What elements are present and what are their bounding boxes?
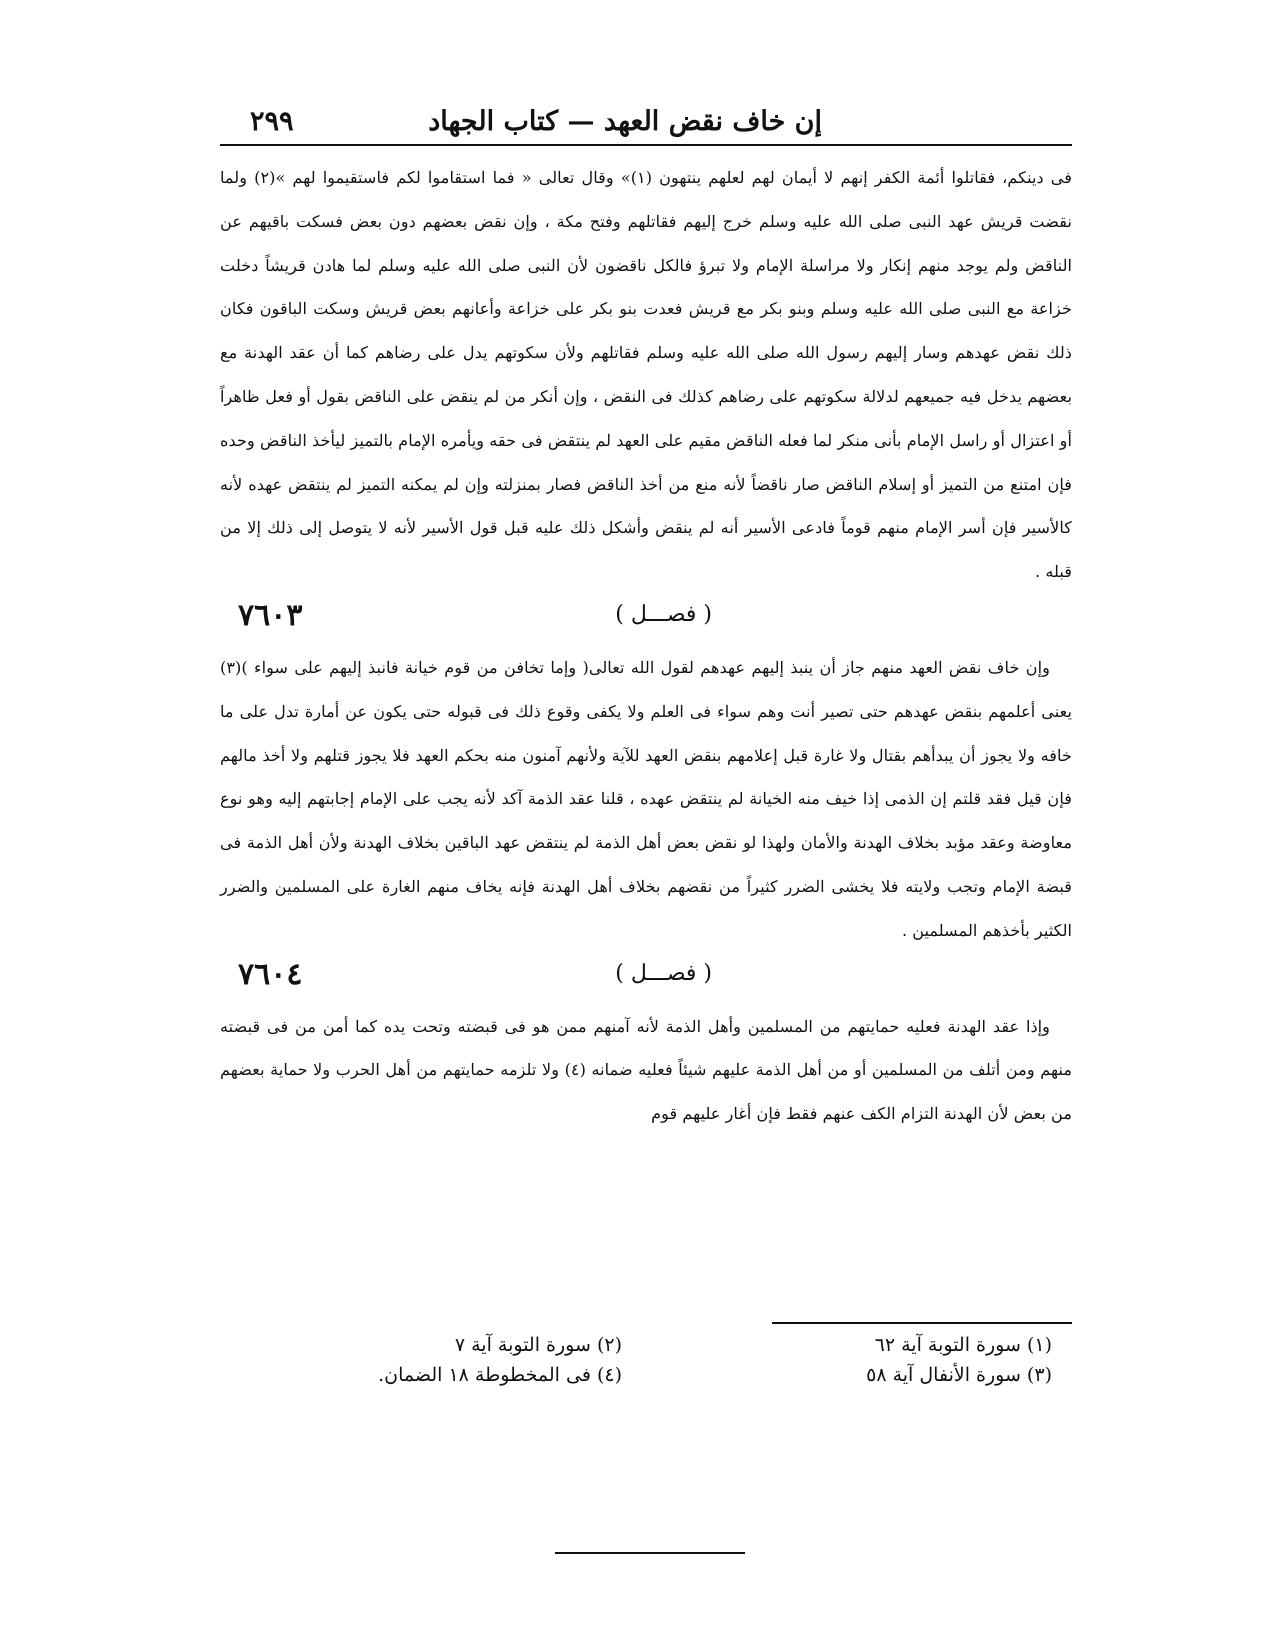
section-label: ( فصـــل ) <box>615 960 712 986</box>
section-number: ٧٦٠٣ <box>238 597 303 633</box>
section-number: ٧٦٠٤ <box>238 956 303 992</box>
footnote-3: (٣) سورة الأنفال آية ٥٨ <box>866 1364 1052 1386</box>
section-paragraph-7604: وإذا عقد الهدنة فعليه حمايتهم من المسلمين وأهل الذمة لأنه آمنهم ممن هو فى قبضته وتحت يده كما أمن من فى قبضته منهم ومن أتلف من المسلمين أو من أهل الذمة عليهم شيئاً فعليه ضمانه (٤) ولا تلزمه حمايتهم من أهل الحرب ولا حماية بعضهم من بعض لأن الهدنة التزام الكف عنهم فقط فإن أغار عليهم قوم <box>220 1016 1072 1124</box>
page-number: ٢٩٩ <box>250 106 294 137</box>
document-page <box>220 100 1072 1386</box>
running-header <box>220 100 1072 146</box>
footnote-4: (٤) فى المخطوطة ١٨ الضمان. <box>378 1364 622 1386</box>
footnotes <box>220 1330 1072 1390</box>
footnote-divider <box>772 1322 1072 1324</box>
section-heading-7603 <box>220 594 1072 646</box>
section-label: ( فصـــل ) <box>615 601 712 627</box>
bottom-divider <box>555 1552 745 1554</box>
footnote-2: (٢) سورة التوبة آية ٧ <box>454 1334 622 1356</box>
paragraph-continued: فى دينكم، فقاتلوا أئمة الكفر إنهم لا أيمان لهم لعلهم ينتهون (١)» وقال تعالى « فما استقاموا لكم فاستقيموا لهم »(٢) ولما نقضت قريش عهد النبى صلى الله عليه وسلم خرج إليهم فقاتلهم وفتح مكة ، وإن نقض بعضهم دون بعض فسكت باقيهم عن الناقض ولم يوجد منهم إنكار ولا مراسلة الإمام ولا تبرؤ فالكل ناقضون لأن النبى صلى الله عليه وسلم لما هادن قريشاً دخلت خزاعة مع النبى صلى الله عليه وسلم وبنو بكر مع قريش فعدت بنو بكر على خزاعة وأعانهم بعض قريش وسكت الباقون فكان ذلك نقض عهدهم وسار إليهم رسول الله صلى الله عليه وسلم فقاتلهم ولأن سكوتهم يدل على رضاهم كما أن عقد الهدنة مع بعضهم يدخل فيه جميعهم لدلالة سكوتهم على رضاهم كذلك فى النقض ، وإن أنكر من لم ينقض على الناقض بقول أو فعل ظاهراً أو اعتزال أو راسل الإمام بأنى منكر لما فعله الناقض مقيم على العهد لم ينتقض فى حقه ويأمره الإمام بالتميز ليأخذ الناقض وحده فإن امتنع من التميز أو إسلام الناقض صار ناقضاً لأنه منع من أخذ الناقض فصار بمنزلته وإن لم يمكنه التميز لم ينتقض عهده لأنه كالأسير فإن أسر الإمام منهم قوماً فادعى الأسير أنه لم ينقض وأشكل ذلك عليه قبل قول الأسير لأنه لا يتوصل إلى ذلك إلا من قبله . <box>220 168 1072 582</box>
footnote-1: (١) سورة التوبة آية ٦٢ <box>874 1334 1052 1356</box>
header-divider <box>220 144 1072 146</box>
section-paragraph-7603: وإن خاف نقض العهد منهم جاز أن ينبذ إليهم عهدهم لقول الله تعالى( وإما تخافن من قوم خيانة فانبذ إليهم على سواء )(٣) يعنى أعلمهم بنقض عهدهم حتى تصير أنت وهم سواء فى العلم ولا يكفى وقوع ذلك فى قبوله حتى يكون عن أمارة تدل على ما خافه ولا يجوز أن يبدأهم بقتال ولا غارة قبل إعلامهم بنقض العهد للآية ولأنهم آمنون منه بحكم العهد فلا يجوز قتلهم ولا أخذ مالهم فإن قيل فقد قلتم إن الذمى إذا خيف منه الخيانة لم ينتقض عهده ، قلنا عقد الذمة آكد لأنه يجب على الإمام إجابتهم إليه وهو نوع معاوضة وعقد مؤبد بخلاف الهدنة والأمان ولهذا لو نقض بعض أهل الذمة لم ينتقض عهد الباقين بخلاف الهدنة ولأن أهل الذمة فى قبضة الإمام وتجب ولايته فلا يخشى الضرر كثيراً من نقضهم بخلاف أهل الهدنة فإنه يخاف منهم الغارة على المسلمين والضرر الكثير بأخذهم المسلمين . <box>220 657 1072 940</box>
section-heading-7604 <box>220 953 1072 1005</box>
running-title: إن خاف نقض العهد — كتاب الجهاد <box>428 106 822 137</box>
page-body <box>220 156 1072 1136</box>
